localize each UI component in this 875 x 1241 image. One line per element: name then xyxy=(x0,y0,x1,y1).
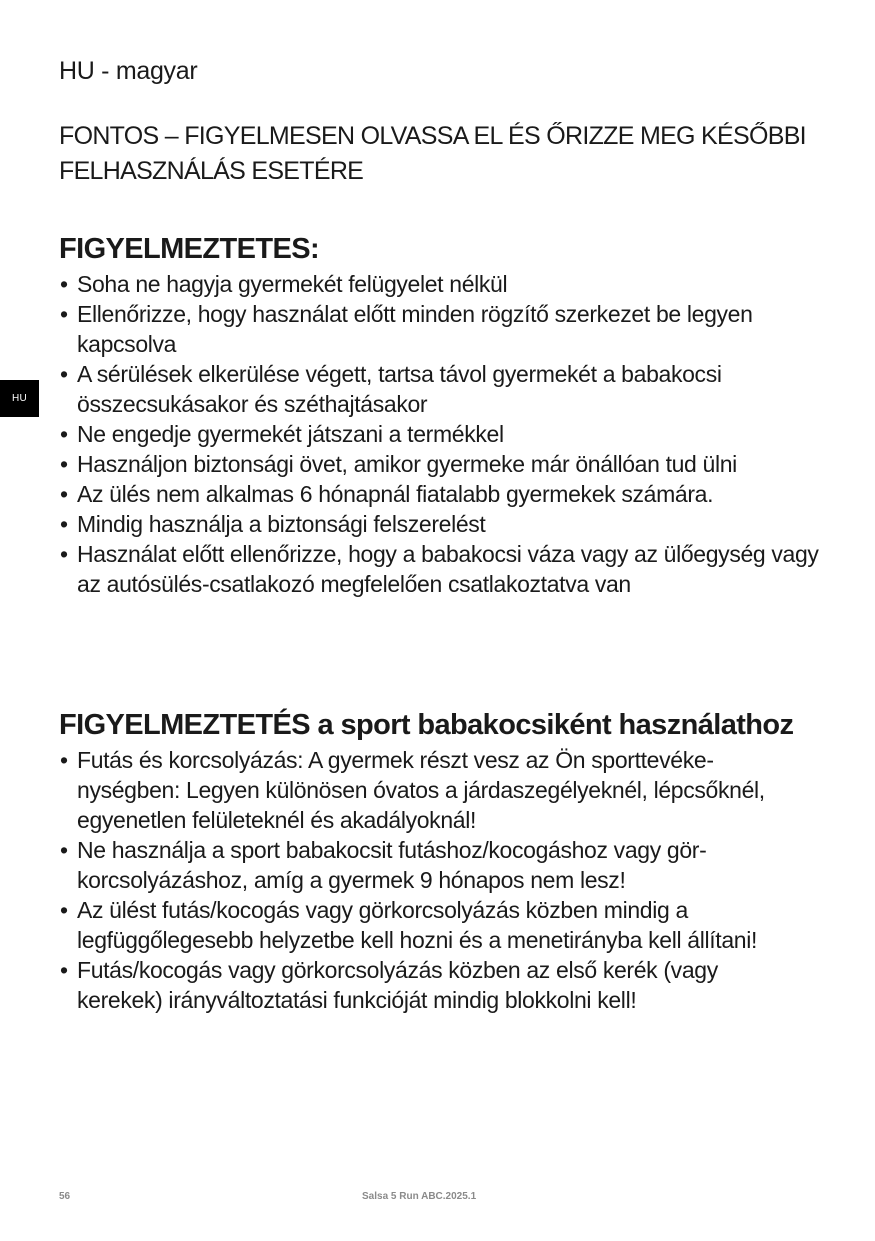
list-item xyxy=(59,955,799,1015)
bullet-icon: • xyxy=(60,747,68,773)
list-item xyxy=(59,835,799,895)
language-side-tab: HU xyxy=(0,380,39,417)
list-item xyxy=(59,449,829,479)
bullet-icon: • xyxy=(60,301,68,327)
warnings-heading: FIGYELMEZTETES: xyxy=(59,233,320,265)
bullet-icon: • xyxy=(60,837,68,863)
document-reference: Salsa 5 Run ABC.2025.1 xyxy=(362,1191,477,1202)
warnings-list xyxy=(59,269,829,599)
bullet-icon: • xyxy=(60,271,68,297)
bullet-icon: • xyxy=(60,481,68,507)
list-item xyxy=(59,269,829,299)
list-item-text: Használat előtt ellenőrizze, hogy a babakocsi váza vagy az ülőegység vagy az autósülés-csatlakozó megfelelően csatlakoztatva van xyxy=(77,541,819,597)
list-item xyxy=(59,745,799,835)
list-item-text: Futás/kocogás vagy görkorcsolyázás közben az első kerék (vagy kerekek) irányváltoztatási funkcióját mindig blokkolni kell! xyxy=(77,957,718,1013)
bullet-icon: • xyxy=(60,421,68,447)
list-item-text: A sérülések elkerülése végett, tartsa távol gyermekét a babakocsi összecsukásakor és széthajtásakor xyxy=(77,361,722,417)
page-number: 56 xyxy=(59,1191,71,1202)
warnings-section xyxy=(59,229,829,599)
bullet-icon: • xyxy=(60,541,68,567)
list-item xyxy=(59,419,829,449)
list-item xyxy=(59,359,829,419)
list-item-text: Az ülést futás/kocogás vagy görkorcsolyázás közben mindig a legfüggőlegesebb helyzetbe kell hozni és a menetirányba kell állítani! xyxy=(77,897,758,953)
list-item-text: Ne engedje gyermekét játszani a termékkel xyxy=(77,421,504,447)
list-item xyxy=(59,895,799,955)
list-item xyxy=(59,509,829,539)
bullet-icon: • xyxy=(60,511,68,537)
list-item-text: Az ülés nem alkalmas 6 hónapnál fiatalabb gyermekek számára. xyxy=(77,481,714,507)
list-item-text: Soha ne hagyja gyermekét felügyelet nélkül xyxy=(77,271,508,297)
list-item-text: Ne használja a sport babakocsit futáshoz/kocogáshoz vagy görkorcsolyázáshoz, amíg a gyermek 9 hónapos nem lesz! xyxy=(77,837,707,893)
important-notice: FONTOS – FIGYELMESEN OLVASSA EL ÉS ŐRIZZE MEG KÉSŐBBI FELHASZNÁLÁS ESETÉRE xyxy=(59,122,806,185)
bullet-icon: • xyxy=(60,897,68,923)
sport-warnings-heading: FIGYELMEZTETÉS a sport babakocsiként használathoz xyxy=(59,709,794,741)
language-label: HU - magyar xyxy=(59,57,198,85)
bullet-icon: • xyxy=(60,957,68,983)
list-item xyxy=(59,479,829,509)
list-item-text: Használjon biztonsági övet, amikor gyermeke már önállóan tud ülni xyxy=(77,451,737,477)
sport-warnings-list xyxy=(59,745,799,1015)
list-item xyxy=(59,539,829,599)
list-item-text: Mindig használja a biztonsági felszerelést xyxy=(77,511,486,537)
sport-warnings-section xyxy=(59,705,799,1015)
list-item-text: Futás és korcsolyázás: A gyermek részt vesz az Ön sporttevékenységben: Legyen különösen óvatos a járdaszegélyeknél, lépcsőknél, egyenetlen felületeknél és akadályoknál! xyxy=(77,747,765,833)
list-item-text: Ellenőrizze, hogy használat előtt minden rögzítő szerkezet be legyen kapcsolva xyxy=(77,301,753,357)
list-item xyxy=(59,299,829,359)
bullet-icon: • xyxy=(60,361,68,387)
bullet-icon: • xyxy=(60,451,68,477)
